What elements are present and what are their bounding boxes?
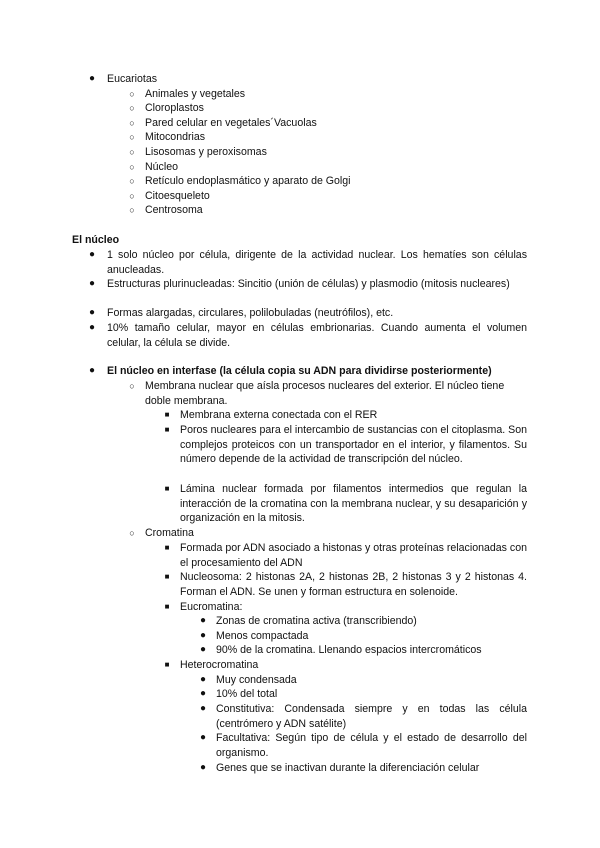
bullet-filled: ● (88, 249, 96, 260)
list-item: ○ Retículo endoplasmático y aparato de Golgi (145, 174, 535, 189)
bullet-hollow: ○ (129, 132, 135, 142)
list-item-interfase: ● El núcleo en interfase (la célula copia su ADN para dividirse posteriormente) (88, 365, 492, 377)
list-item-cromatina: ○ Cromatina (145, 526, 527, 541)
bullet-filled: ● (199, 630, 207, 641)
section-heading: El núcleo (72, 234, 120, 246)
list-item: ● 10% del total (199, 688, 278, 700)
bullet-filled: ● (199, 762, 207, 773)
bullet-hollow: ○ (129, 89, 135, 99)
list-item: ■ Nucleosoma: 2 histonas 2A, 2 histonas 2B, 2 histonas 3 y 2 histonas 4. Forman el ADN. Se unen y forman estructura en solenoide. (180, 570, 527, 599)
list-item: ● Muy condensada (199, 674, 297, 686)
bullet-filled: ● (88, 307, 96, 318)
list-item: ● Zonas de cromatina activa (transcribiendo) (199, 615, 417, 627)
bullet-square: ■ (164, 543, 170, 552)
bullet-filled: ● (199, 732, 207, 743)
bullet-hollow: ○ (129, 205, 135, 215)
list-item: ● Genes que se inactivan durante la diferenciación celular (199, 762, 480, 774)
list-item: ■ Formada por ADN asociado a histonas y otras proteínas relacionadas con el procesamiento del ADN (180, 541, 527, 570)
list-item: ○ Núcleo (145, 160, 535, 175)
list-item-eucromatina: ■ Eucromatina: (180, 600, 527, 615)
list-item: ○ Mitocondrias (145, 130, 535, 145)
bullet-filled: ● (199, 688, 207, 699)
list-item: ● 90% de la cromatina. Llenando espacios intercromáticos (199, 644, 482, 656)
bullet-hollow: ○ (129, 381, 135, 391)
list-item-text: Eucariotas (107, 73, 158, 85)
list-item-eucariotas (88, 72, 527, 87)
list-item-heterocromatina: ■ Heterocromatina (180, 658, 527, 673)
bullet-filled: ● (199, 644, 207, 655)
bullet-hollow: ○ (129, 118, 135, 128)
list-item: ● 10% tamaño celular, mayor en células embrionarias. Cuando aumenta el volumen celular, la célula se divide. (88, 322, 527, 349)
list-item: ○ Lisosomas y peroxisomas (145, 145, 535, 160)
list-item: ○ Centrosoma (145, 203, 535, 218)
list-item-membrana: ○ Membrana nuclear que aísla procesos nucleares del exterior. El núcleo tiene doble membrana. (145, 379, 527, 408)
bullet-square: ■ (164, 410, 170, 419)
list-item: ■ Membrana externa conectada con el RER (180, 408, 527, 423)
list-item: ○ Citoesqueleto (145, 189, 535, 204)
bullet-hollow: ○ (129, 103, 135, 113)
list-item: ■ Lámina nuclear formada por filamentos intermedios que regulan la interacción de la cromatina con la membrana nuclear, y su desaparición y organización en la mitosis. (180, 482, 527, 526)
bullet-square: ■ (164, 572, 170, 581)
bullet-hollow: ○ (129, 162, 135, 172)
list-item: ○ Cloroplastos (145, 101, 535, 116)
bullet-square: ■ (164, 425, 170, 434)
list-item: ● Estructuras plurinucleadas: Sincitio (unión de células) y plasmodio (mitosis nucleares) (88, 278, 510, 290)
bullet-hollow: ○ (129, 176, 135, 186)
bullet-filled: ● (88, 322, 96, 333)
bullet-filled: ● (88, 365, 96, 376)
list-item: ● Facultativa: Según tipo de célula y el estado de desarrollo del organismo. (199, 732, 527, 759)
list-item: ● Constitutiva: Condensada siempre y en todas las célula (centrómero y ADN satélite) (199, 703, 527, 730)
list-item: ○ Animales y vegetales (145, 87, 535, 102)
bullet-square: ■ (164, 660, 170, 669)
list-item: ● 1 solo núcleo por célula, dirigente de la actividad nuclear. Los hematíes son células anucleadas. (88, 249, 527, 276)
bullet-filled: ● (199, 674, 207, 685)
bullet-filled: ● (199, 615, 207, 626)
bullet-hollow: ○ (129, 191, 135, 201)
list-item: ● Menos compactada (199, 630, 309, 642)
list-item: ● Formas alargadas, circulares, polilobuladas (neutrófilos), etc. (88, 307, 394, 319)
bullet-filled: ● (88, 278, 96, 289)
bullet-filled: ● (199, 703, 207, 714)
bullet-square: ■ (164, 484, 170, 493)
list-item: ○ Pared celular en vegetales´Vacuolas (145, 116, 535, 131)
bullet-square: ■ (164, 602, 170, 611)
bullet-hollow: ○ (129, 528, 135, 538)
list-item: ■ Poros nucleares para el intercambio de sustancias con el citoplasma. Son complejos proteicos con un transportador en el interior, y filamentos. Su número depende de la actividad de transcripción del núcleo. (180, 423, 527, 467)
bullet-hollow: ○ (129, 147, 135, 157)
bullet-filled: ● (88, 73, 96, 84)
